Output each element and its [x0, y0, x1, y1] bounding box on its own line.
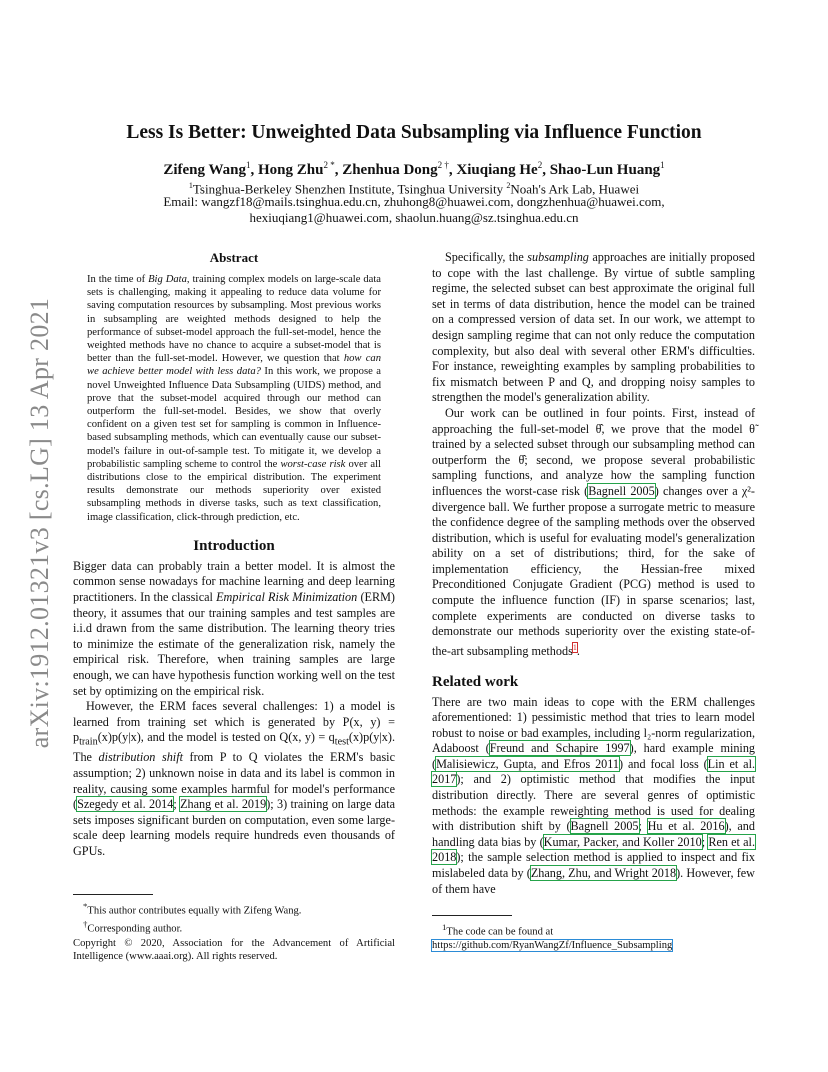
- author-sup: 2 †: [437, 160, 449, 170]
- related-work-heading: Related work: [432, 673, 519, 690]
- text-span: ;: [638, 819, 648, 834]
- footnote-rule: [432, 915, 512, 916]
- citation-link[interactable]: Ren et al. 2018: [432, 834, 755, 865]
- abstract-span: over all distributions close to the empirical distribution. The experiment results demonstrate our methods superiority over existed subsampling methods in diverse tasks, such as text classification, image classification, click-through prediction, etc.: [87, 458, 381, 523]
- author-name: Zhenhua Dong: [342, 162, 438, 178]
- footnote-mark: *: [83, 901, 88, 911]
- citation-link[interactable]: Hu et al. 2016: [647, 819, 725, 834]
- body-paragraph: [432, 250, 755, 406]
- left-footnotes: [73, 894, 395, 963]
- citation-link[interactable]: Szegedy et al. 2014: [77, 797, 174, 812]
- text-span: ), and handling data bias by (: [432, 819, 755, 849]
- author-name: Xiuqiang He: [456, 162, 538, 178]
- text-span: There are two main ideas to cope with the ERM challenges aforementioned: 1) pessimistic method that tries to learn model robust to noise or bad examples, including l₂-norm regularization, Adaboost (: [432, 694, 755, 756]
- citation-link[interactable]: Kumar, Packer, and Koller 2010: [543, 834, 702, 849]
- abstract-span: In this work, we propose a novel Unweighted Influence Data Subsampling (UIDS) method, and prove that the subset-model acquired through our method can outperform the full-set-model. Besides, we show that overly confident on a given test set for sampling is common in Influence-based subsampling methods, which can eventually cause our subset-model's failure in out-of-sample test. To mitigate it, we develop a probabilistic sampling scheme to control the: [87, 366, 381, 470]
- footnote-rule: [73, 894, 153, 895]
- right-footnotes: [432, 915, 755, 952]
- citation-link[interactable]: Bagnell 2005: [570, 819, 639, 834]
- text-span: (x)p(y|x). The: [73, 730, 395, 765]
- body-paragraph: [432, 695, 755, 898]
- text-span: ); the sample selection method is applied to inspect and fix mislabeled data by (: [432, 850, 755, 881]
- abstract-span: , training complex models on large-scale data sets is challenging, making it appealing to reduce data volume for saving computation resources by subsampling. Most previous works in subsampling are weighted methods designed to help the performance of subset-model approach the full-set-model, hence the weighted methods have no chance to acquire a subset-model that is better than the full-set-model. However, we question that: [87, 274, 381, 365]
- abstract-text: [87, 273, 381, 524]
- affil-sup: 2: [506, 181, 511, 190]
- text-span: Bigger data can probably train a better model. It is almost the common sense nowadays for machine learning and deep learning practitioners. In the classical: [73, 558, 395, 605]
- code-url-link[interactable]: https://github.com/RyanWangZf/Influence_Subsampling: [432, 939, 673, 951]
- body-paragraph: [432, 406, 755, 660]
- author-sup: 1: [245, 160, 251, 170]
- text-span: ;: [173, 797, 181, 812]
- abstract-span: In the time of: [87, 274, 149, 285]
- email-line: Email: wangzf18@mails.tsinghua.edu.cn, zhuhong8@huawei.com, dongzhenhua@huawei.com,: [163, 194, 665, 209]
- text-span: from P to Q violates the ERM's basic assumption; 2) unknown noise in data and its label is common in reality, causing some examples harmful for model's performance (: [73, 750, 395, 812]
- math-subscript: train: [79, 736, 98, 748]
- citation-link[interactable]: Zhang et al. 2019: [180, 797, 267, 812]
- text-span: ); and 2) optimistic method that modifies the input distribution directly. There are several genres of optimistic methods: the example reweighting method is used for dealing with distribution shift by (: [432, 772, 755, 834]
- affil-inst: Noah's Ark Lab, Huawei: [510, 181, 640, 197]
- arxiv-identifier: [20, 283, 60, 763]
- text-span: ) and focal loss (: [619, 756, 708, 771]
- email-line: hexiuqiang1@huawei.com, shaolun.huang@sz.tsinghua.edu.cn: [249, 210, 579, 225]
- author-name: Zifeng Wang: [163, 162, 246, 178]
- text-span: ). However, few of them have: [432, 866, 755, 896]
- text-emphasis: distribution shift: [98, 750, 183, 765]
- footnote: [73, 900, 395, 918]
- author-sup: 1: [660, 160, 665, 170]
- text-span: approaches are initially proposed to cope with the last challenge. By virtue of subtle sampling regime, the selected subset can best approximate the original full set in terms of data distribution, hence the model can be trained on a compressed version of data set. In our work, we attempt to design sampling regime that can not only reduce the computation complexity, but also deal with several other ERM's difficulties. For instance, reweighting examples by sampling probabilities to fix mismatch between P and Q, and dropping noisy samples to strengthen the model's generalization ability.: [432, 250, 755, 405]
- left-column: [73, 250, 395, 860]
- footnote-link[interactable]: 1: [572, 642, 577, 652]
- intro-paragraph: [73, 699, 395, 859]
- citation-link[interactable]: Zhang, Zhu, and Wright 2018: [530, 866, 677, 881]
- author-name: Hong Zhu: [257, 162, 324, 178]
- author-list: Zifeng Wang$^1$, Hong Zhu$^{2 *}$, Zhenhua Dong$^{2 \dagger}$, Xiuqiang He$^2$, Shao-Lun Huang$^1$: [163, 160, 665, 178]
- text-span: .: [576, 643, 580, 658]
- paper-title: Less Is Better: Unweighted Data Subsampling via Influence Function: [126, 122, 702, 143]
- abstract-heading: Abstract: [209, 250, 259, 265]
- citation-link[interactable]: Freund and Schapire 1997: [489, 741, 630, 756]
- author-emails: [73, 194, 755, 226]
- footnote-text: Corresponding author.: [87, 923, 183, 935]
- footnote: [432, 921, 755, 952]
- footnote-text: This author contributes equally with Zifeng Wang.: [87, 905, 302, 917]
- footnote: [73, 918, 395, 936]
- math-subscript: test: [334, 736, 349, 748]
- affil-sup: 1: [188, 181, 193, 190]
- citation-link[interactable]: Bagnell 2005: [588, 483, 655, 498]
- text-span: (x)p(y|x), and the model is tested on Q(x, y) = q: [97, 730, 335, 745]
- right-column: [432, 250, 755, 897]
- text-span: ;: [701, 834, 709, 849]
- text-span: (ERM) theory, it assumes that our training samples and test samples are i.i.d drawn from the same distribution. The learning theory tries to minimize the estimate of the generalization risk, namely the empirical risk. Therefore, when training samples are large enough, we can have hypothesis function working well on the test set by optimizing on the empirical risk.: [73, 590, 395, 698]
- citation-link[interactable]: Lin et al. 2017: [432, 756, 755, 787]
- author-sup: 2: [537, 160, 543, 170]
- author-name: Shao-Lun Huang: [549, 162, 661, 178]
- copyright-notice: Copyright © 2020, Association for the Advancement of Artificial Intelligence (www.aaai.org). All rights reserved.: [73, 938, 395, 963]
- citation-link[interactable]: Malisiewicz, Gupta, and Efros 2011: [436, 756, 620, 771]
- author-sup: 2 *: [323, 160, 335, 170]
- affil-inst: Tsinghua-Berkeley Shenzhen Institute, Tsinghua University: [192, 181, 507, 197]
- arxiv-identifier-text: arXiv:1912.01321v3 [cs.LG] 13 Apr 2021: [25, 297, 54, 749]
- text-emphasis: subsampling: [527, 250, 589, 264]
- abstract-emphasis: worst-case risk: [280, 458, 346, 470]
- footnote-mark: †: [83, 918, 88, 929]
- intro-paragraph: [73, 559, 395, 699]
- footnote-mark: 1: [442, 922, 447, 932]
- text-span: ); 3) training on large data sets imposes significant burden on computation, even some large-scale deep learning models require hundreds even thousands of GPUs.: [73, 797, 395, 858]
- text-emphasis: Empirical Risk Minimization: [216, 590, 358, 605]
- abstract-emphasis: how can we achieve better model with less data?: [87, 353, 381, 378]
- abstract-emphasis: Big Data: [148, 274, 187, 285]
- footnote-text: The code can be found at: [446, 926, 554, 938]
- text-span: Our work can be outlined in four points. First, instead of approaching the full-set-model θ̂, we prove that the model θ̃ trained by a selected subset through our subsampling method can outperform the θ̂; second, we propose several probabilistic sampling functions, and analyze how the sampling function influences the worst-case risk (: [432, 405, 755, 498]
- text-span: ) changes over a χ²-divergence ball. We further propose a surrogate metric to measure the confidence degree of the sampling methods over the observed distribution, which is useful for evaluating model's generalization ability on a set of distributions; third, for the sake of implementation efficiency, the Hessian-free mixed Preconditioned Conjugate Gradient (PCG) method is used to compute the influence function (IF) in sparse scenarios; last, complete experiments are conducted on diverse tasks to demonstrate our methods superiority over the existing state-of-the-art subsampling methods: [432, 483, 755, 658]
- text-span: However, the ERM faces several challenges: 1) a model is learned from training set which is generated by P(x, y) = p: [73, 699, 395, 745]
- introduction-heading: Introduction: [193, 537, 275, 554]
- text-span: Specifically, the: [445, 250, 528, 264]
- text-span: ), hard example mining (: [432, 741, 756, 771]
